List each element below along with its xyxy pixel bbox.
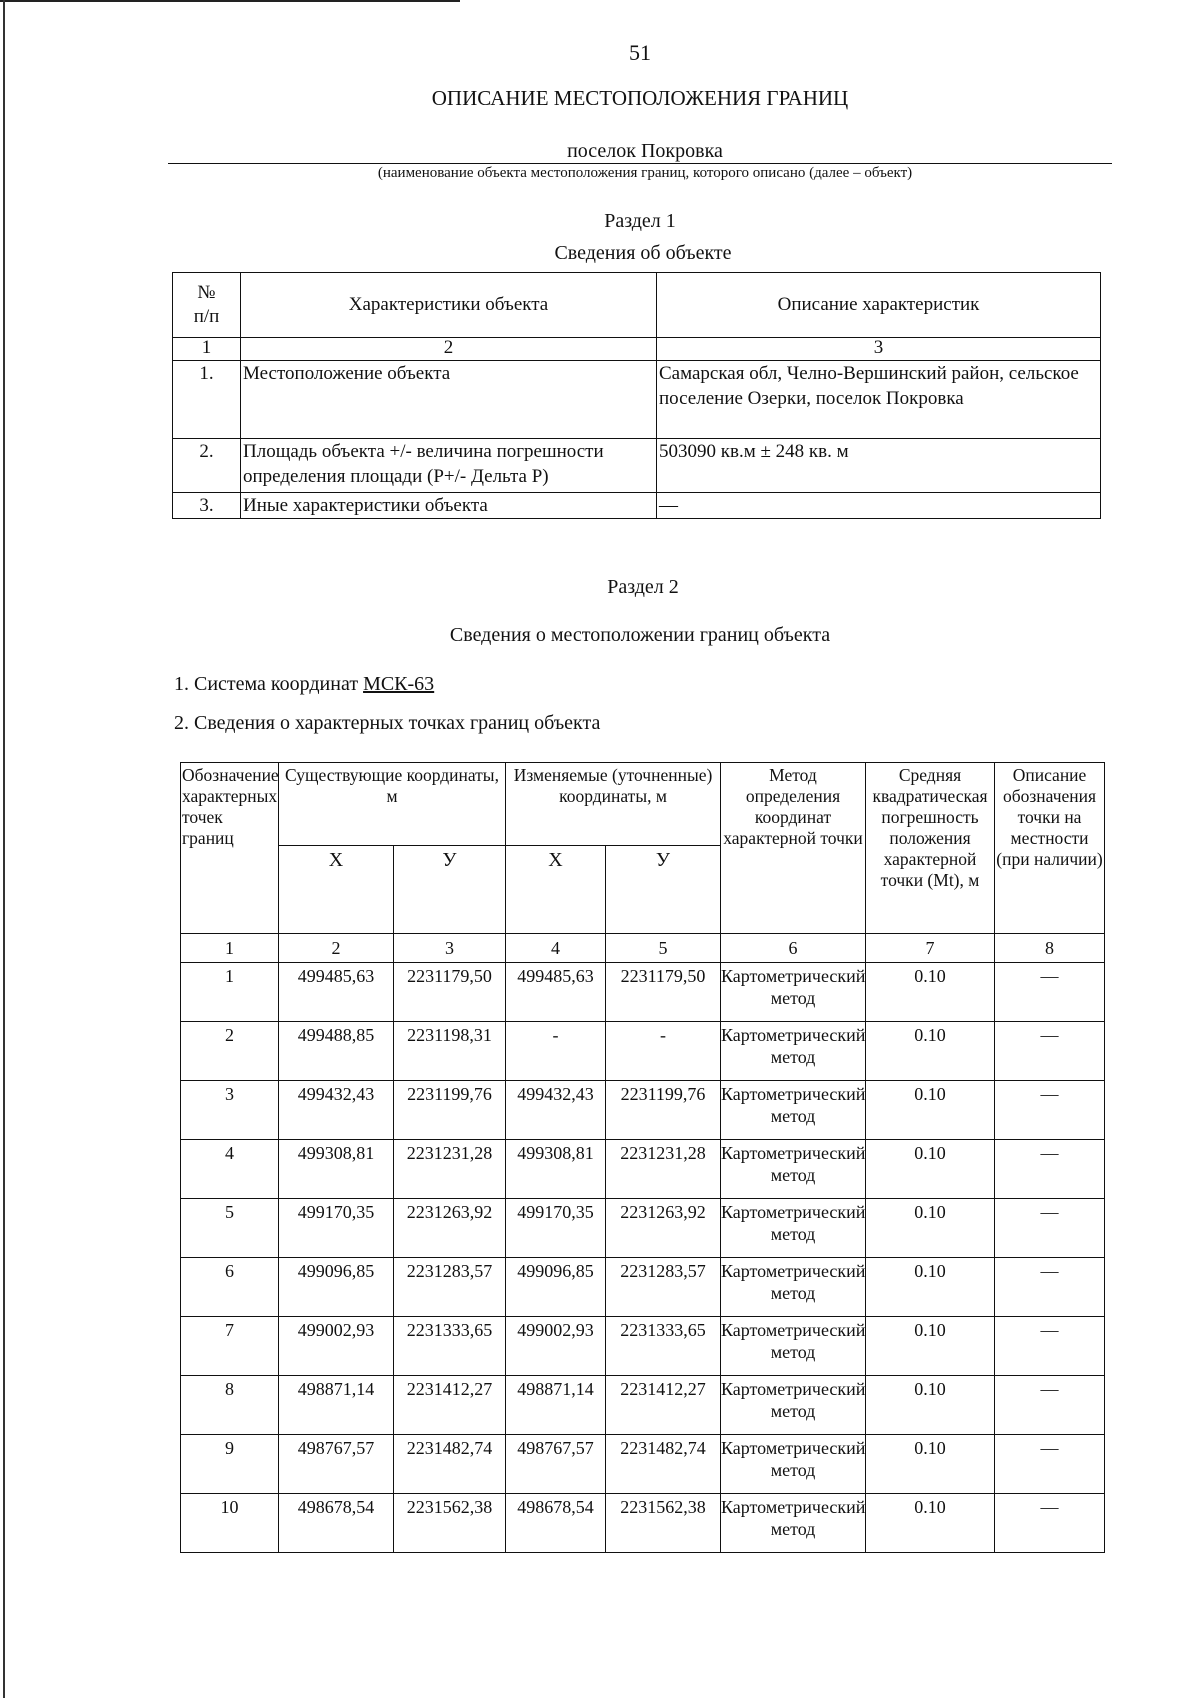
cell-existing-x: 499170,35 bbox=[279, 1199, 394, 1258]
cell-point-id: 5 bbox=[181, 1199, 279, 1258]
cell-point-id: 6 bbox=[181, 1258, 279, 1317]
cell-existing-x: 499432,43 bbox=[279, 1081, 394, 1140]
cell-method: Картометрический метод bbox=[721, 1081, 866, 1140]
column-number-row bbox=[181, 934, 1105, 963]
cell-mt-value: 0.10 bbox=[866, 1258, 995, 1317]
table-row bbox=[173, 361, 1101, 439]
header-mt: Средняя квадратическая погрешность положения характерной точки (Mt), м bbox=[866, 763, 995, 934]
cell-existing-x: 499096,85 bbox=[279, 1258, 394, 1317]
header-characteristic: Характеристики объекта bbox=[241, 273, 657, 338]
column-number: 5 bbox=[606, 934, 721, 963]
cell-changed-x: 499432,43 bbox=[506, 1081, 606, 1140]
table-row bbox=[181, 1081, 1105, 1140]
cell-mt-value: 0.10 bbox=[866, 1140, 995, 1199]
cell-mt-value: 0.10 bbox=[866, 1494, 995, 1553]
header-x: X bbox=[279, 846, 394, 934]
column-number: 2 bbox=[241, 338, 657, 361]
table-row bbox=[181, 1258, 1105, 1317]
cell-mt-value: 0.10 bbox=[866, 963, 995, 1022]
row-characteristic: Площадь объекта +/- величина погрешности определения площади (P+/- Дельта P) bbox=[241, 439, 657, 493]
cell-point-desc: — bbox=[995, 1494, 1105, 1553]
column-number: 1 bbox=[181, 934, 279, 963]
table-row bbox=[181, 963, 1105, 1022]
header-x: X bbox=[506, 846, 606, 934]
table-row bbox=[181, 1376, 1105, 1435]
row-description: Самарская обл, Челно-Вершинский район, сельское поселение Озерки, поселок Покровка bbox=[657, 361, 1101, 439]
header-existing-coords: Существующие координаты, м bbox=[279, 763, 506, 846]
column-number-row bbox=[173, 338, 1101, 361]
object-caption: (наименование объекта местоположения границ, которого описано (далее – объект) bbox=[377, 165, 913, 181]
cell-changed-x: 499308,81 bbox=[506, 1140, 606, 1199]
document-title: ОПИСАНИЕ МЕСТОПОЛОЖЕНИЯ ГРАНИЦ bbox=[431, 86, 849, 110]
cell-changed-x: 499002,93 bbox=[506, 1317, 606, 1376]
cell-changed-x: 498678,54 bbox=[506, 1494, 606, 1553]
table-row bbox=[181, 1199, 1105, 1258]
cell-existing-x: 499002,93 bbox=[279, 1317, 394, 1376]
object-underline bbox=[168, 163, 1112, 164]
cell-changed-x: 499170,35 bbox=[506, 1199, 606, 1258]
header-number: № п/п bbox=[173, 273, 241, 338]
cell-existing-y: 2231283,57 bbox=[394, 1258, 506, 1317]
section1-title: Раздел 1 bbox=[604, 210, 676, 232]
cell-existing-y: 2231231,28 bbox=[394, 1140, 506, 1199]
cell-existing-y: 2231562,38 bbox=[394, 1494, 506, 1553]
cell-existing-x: 498767,57 bbox=[279, 1435, 394, 1494]
object-info-table bbox=[172, 272, 1101, 519]
cell-changed-x: 499485,63 bbox=[506, 963, 606, 1022]
cell-point-desc: — bbox=[995, 1022, 1105, 1081]
cell-method: Картометрический метод bbox=[721, 1022, 866, 1081]
cell-point-desc: — bbox=[995, 1081, 1105, 1140]
cell-point-desc: — bbox=[995, 1258, 1105, 1317]
object-name: поселок Покровка bbox=[567, 140, 723, 162]
cell-existing-x: 499485,63 bbox=[279, 963, 394, 1022]
cell-point-id: 9 bbox=[181, 1435, 279, 1494]
row-characteristic: Местоположение объекта bbox=[241, 361, 657, 439]
column-number: 6 bbox=[721, 934, 866, 963]
cell-changed-y: - bbox=[606, 1022, 721, 1081]
header-point: Обозначение характерных точек границ bbox=[181, 763, 279, 934]
coordinate-system bbox=[174, 673, 434, 696]
cell-changed-x: - bbox=[506, 1022, 606, 1081]
cell-changed-y: 2231199,76 bbox=[606, 1081, 721, 1140]
cell-existing-y: 2231263,92 bbox=[394, 1199, 506, 1258]
column-number: 4 bbox=[506, 934, 606, 963]
cell-mt-value: 0.10 bbox=[866, 1022, 995, 1081]
cell-existing-x: 499488,85 bbox=[279, 1022, 394, 1081]
cell-existing-x: 499308,81 bbox=[279, 1140, 394, 1199]
cell-mt-value: 0.10 bbox=[866, 1317, 995, 1376]
row-number: 2. bbox=[173, 439, 241, 493]
cell-changed-y: 2231412,27 bbox=[606, 1376, 721, 1435]
cell-method: Картометрический метод bbox=[721, 963, 866, 1022]
cell-point-desc: — bbox=[995, 1199, 1105, 1258]
cell-changed-y: 2231231,28 bbox=[606, 1140, 721, 1199]
table-row bbox=[181, 1317, 1105, 1376]
cell-mt-value: 0.10 bbox=[866, 1199, 995, 1258]
section2-title: Раздел 2 bbox=[607, 576, 679, 598]
header-description: Описание характеристик bbox=[657, 273, 1101, 338]
cell-point-id: 2 bbox=[181, 1022, 279, 1081]
cell-point-id: 3 bbox=[181, 1081, 279, 1140]
cell-existing-y: 2231412,27 bbox=[394, 1376, 506, 1435]
cell-point-desc: — bbox=[995, 963, 1105, 1022]
cell-method: Картометрический метод bbox=[721, 1435, 866, 1494]
points-heading: 2. Сведения о характерных точках границ объекта bbox=[174, 712, 601, 734]
coordinate-system-label: 1. Система координат bbox=[174, 673, 364, 695]
cell-changed-y: 2231283,57 bbox=[606, 1258, 721, 1317]
cell-existing-y: 2231482,74 bbox=[394, 1435, 506, 1494]
column-number: 1 bbox=[173, 338, 241, 361]
header-y: У bbox=[394, 846, 506, 934]
cell-point-id: 10 bbox=[181, 1494, 279, 1553]
cell-point-id: 8 bbox=[181, 1376, 279, 1435]
row-number: 1. bbox=[173, 361, 241, 439]
header-method: Метод определения координат характерной точки bbox=[721, 763, 866, 934]
cell-changed-y: 2231562,38 bbox=[606, 1494, 721, 1553]
cell-changed-x: 499096,85 bbox=[506, 1258, 606, 1317]
cell-existing-y: 2231198,31 bbox=[394, 1022, 506, 1081]
cell-existing-y: 2231179,50 bbox=[394, 963, 506, 1022]
table-row bbox=[181, 1022, 1105, 1081]
cell-changed-y: 2231263,92 bbox=[606, 1199, 721, 1258]
cell-point-id: 7 bbox=[181, 1317, 279, 1376]
header-point-desc: Описание обозначения точки на местности (при наличии) bbox=[995, 763, 1105, 934]
cell-point-id: 4 bbox=[181, 1140, 279, 1199]
cell-mt-value: 0.10 bbox=[866, 1376, 995, 1435]
scan-edge-top bbox=[0, 0, 460, 2]
coordinate-system-value: МСК-63 bbox=[363, 673, 435, 695]
cell-point-desc: — bbox=[995, 1317, 1105, 1376]
section1-subtitle: Сведения об объекте bbox=[554, 242, 732, 264]
column-number: 7 bbox=[866, 934, 995, 963]
cell-changed-y: 2231333,65 bbox=[606, 1317, 721, 1376]
table-row bbox=[181, 1435, 1105, 1494]
column-number: 2 bbox=[279, 934, 394, 963]
cell-point-desc: — bbox=[995, 1376, 1105, 1435]
section2-subtitle: Сведения о местоположении границ объекта bbox=[449, 624, 831, 646]
table-row bbox=[173, 493, 1101, 519]
header-changed-coords: Изменяемые (уточненные) координаты, м bbox=[506, 763, 721, 846]
cell-mt-value: 0.10 bbox=[866, 1435, 995, 1494]
cell-method: Картометрический метод bbox=[721, 1258, 866, 1317]
page-number: 51 bbox=[629, 40, 651, 65]
table-row bbox=[181, 1140, 1105, 1199]
cell-existing-y: 2231199,76 bbox=[394, 1081, 506, 1140]
cell-point-id: 1 bbox=[181, 963, 279, 1022]
cell-method: Картометрический метод bbox=[721, 1140, 866, 1199]
cell-changed-x: 498767,57 bbox=[506, 1435, 606, 1494]
cell-method: Картометрический метод bbox=[721, 1199, 866, 1258]
table-row bbox=[173, 439, 1101, 493]
cell-changed-y: 2231482,74 bbox=[606, 1435, 721, 1494]
row-description: 503090 кв.м ± 248 кв. м bbox=[657, 439, 1101, 493]
cell-changed-x: 498871,14 bbox=[506, 1376, 606, 1435]
cell-method: Картометрический метод bbox=[721, 1317, 866, 1376]
cell-existing-x: 498678,54 bbox=[279, 1494, 394, 1553]
boundary-points-table bbox=[180, 762, 1105, 1553]
cell-method: Картометрический метод bbox=[721, 1376, 866, 1435]
cell-existing-y: 2231333,65 bbox=[394, 1317, 506, 1376]
column-number: 3 bbox=[394, 934, 506, 963]
row-description: — bbox=[657, 493, 1101, 519]
table-row bbox=[181, 1494, 1105, 1553]
cell-method: Картометрический метод bbox=[721, 1494, 866, 1553]
header-y: У bbox=[606, 846, 721, 934]
cell-point-desc: — bbox=[995, 1435, 1105, 1494]
column-number: 8 bbox=[995, 934, 1105, 963]
cell-mt-value: 0.10 bbox=[866, 1081, 995, 1140]
row-number: 3. bbox=[173, 493, 241, 519]
row-characteristic: Иные характеристики объекта bbox=[241, 493, 657, 519]
cell-changed-y: 2231179,50 bbox=[606, 963, 721, 1022]
cell-existing-x: 498871,14 bbox=[279, 1376, 394, 1435]
column-number: 3 bbox=[657, 338, 1101, 361]
cell-point-desc: — bbox=[995, 1140, 1105, 1199]
